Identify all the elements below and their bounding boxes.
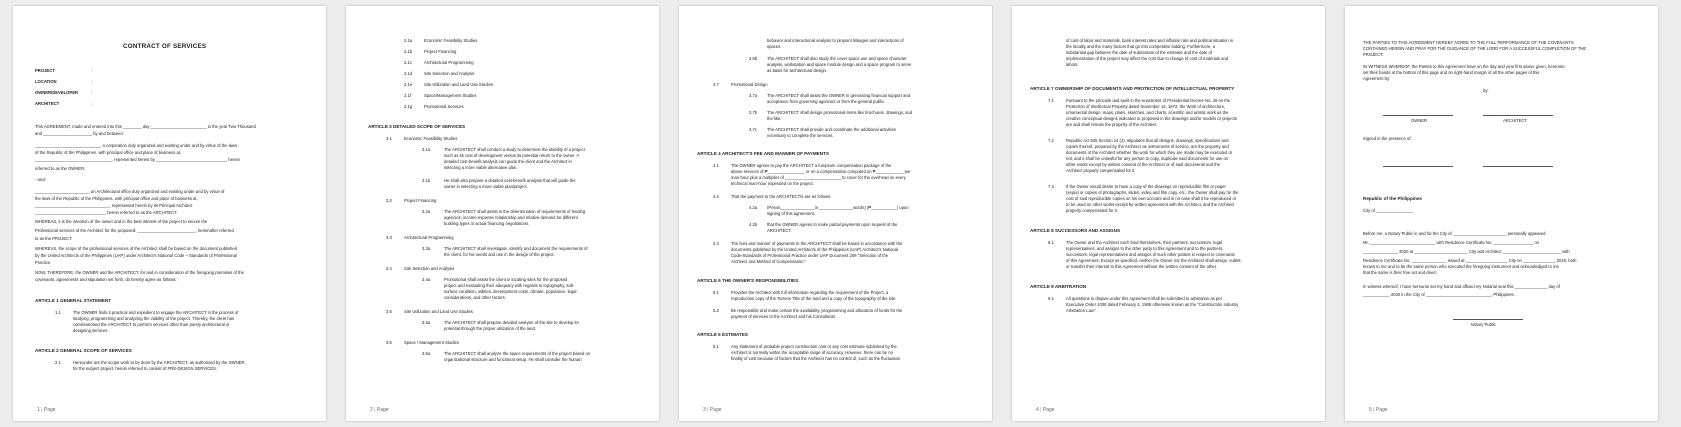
clause-line: Republic Act 545 Section 24 (4), stipulates that all designs, drawings, specifications and <box>1066 138 1229 143</box>
notary-public-label: Notary Public <box>1471 322 1496 327</box>
clause-line: Architect is normally within the acceptable range of accuracy. However, there can be no <box>731 350 893 355</box>
clause-line: representatives, and assigns to the other party to this Agreement and to the partners, <box>1066 246 1224 251</box>
witness-signature-line <box>1483 166 1553 167</box>
intro-line: Professional services of the Architect for the proposed: _________________________, hereinafter referred <box>35 228 234 233</box>
subsection-number: 3.7b <box>749 110 758 115</box>
subsection-line: (Pesos_______________in_______________words) (₱___________) upon <box>767 205 909 210</box>
subsection-line: ARCHITECT. <box>767 228 792 233</box>
subsection-number: 3.7c <box>749 127 757 132</box>
intro-line: of the Republic of the Philippines, with principal office and place of business at, <box>35 150 182 155</box>
field-label-project: PROJECT <box>35 68 55 73</box>
page-number: 5 <box>1369 407 1372 413</box>
clause-number: 1.1 <box>55 310 61 315</box>
clause-number: 4.2 <box>713 194 719 199</box>
clause-line: documents of the Architect whether the work for which they are made may be executed or <box>1066 150 1233 155</box>
clause-line: cost of said reproducible copies on his own account and in no case shall it be reproduced or <box>1066 196 1237 201</box>
page-number: 3 <box>703 407 706 413</box>
list-label: Promotional Services <box>424 104 464 109</box>
article-3-heading: ARTICLE 3 DETAILED SCOPE OF SERVICES <box>368 124 466 129</box>
clause-line: copies thereof, prepared by the Architect as instruments of service, are the property and <box>1066 144 1229 149</box>
intro-line: Practice. <box>35 260 52 265</box>
notary-signature-line <box>1453 319 1523 320</box>
clause-line: properly compensated for it. <box>1066 208 1118 213</box>
subsection-line: project and evaluating their adequacy with regards to topography, sub- <box>444 283 575 288</box>
subsection-line: The ARCHITECT shall prepare detailed analysis of the site to develop its <box>444 320 579 325</box>
clause-number: 7.2 <box>1048 138 1054 143</box>
clause-number: 4.1 <box>713 163 719 168</box>
continued-line: of cost of labor and materials, bank interest rates and inflation rate and political situation in <box>1066 38 1234 43</box>
article-6-heading: ARTICLE 6 ESTIMATES <box>697 332 748 337</box>
clause-number: 6.1 <box>713 344 719 349</box>
clause-line: Arbitration Law". <box>1066 308 1097 313</box>
section-number: 3.2 <box>386 198 392 203</box>
page-separator: | <box>1040 407 1042 413</box>
page-separator: | <box>374 407 376 413</box>
section-title: Architectural Programming <box>404 235 454 240</box>
clause-number: 8.1 <box>1048 240 1054 245</box>
clause-line: not, and it shall be unlawful for any person to copy, duplicate said documents for use on <box>1066 156 1229 161</box>
by-label: by: <box>1483 88 1489 93</box>
subsection-line: owner in selecting a more viable plan/project. <box>444 184 528 189</box>
section-title: Site Utilization and Land Use Studies <box>404 309 473 314</box>
clause-line: Provides the Architect with full information regarding the requirement of the Project, a <box>731 290 889 295</box>
intro-line: NOW, THEREFORE, the OWNER and the ARCHITECT, for and in consideration of the foregoing premises of the <box>35 270 244 275</box>
notary-line: _______________ 2020 at _______________________ City and Architect _________________________ with <box>1363 249 1570 254</box>
section-number: 3.3 <box>386 235 392 240</box>
section-number: 3.6 <box>386 340 392 345</box>
subsection-line: that the OWNER agrees to make partial payments upon request of the <box>767 222 898 227</box>
architect-signature-line <box>1483 115 1553 116</box>
subsection-line: The ARCHITECT shall assist in the determination of requirements of lending <box>444 209 586 214</box>
intro-line: WHEREAS, the scope of the professional services of the Architect shall be based on the document published <box>35 246 238 251</box>
clause-line: Hereunder are the scope work to be done by the ARCHITECT, as authorized by the OWNER, <box>73 360 246 365</box>
article-4-heading: ARTICLE 4 ARCHITECT'S FEE AND MANNER OF PAYMENTS <box>697 151 829 156</box>
document-title: CONTRACT OF SERVICES <box>123 43 207 50</box>
list-number: 2.1f <box>404 93 411 98</box>
clause-line: Be responsible and make certain the availability, programming and allocation of funds for the <box>731 308 903 313</box>
subsection-line: building types in actual financing negotiations. <box>444 221 530 226</box>
field-colon: : <box>91 101 93 106</box>
page-number: 1 <box>37 407 40 413</box>
clause-line: other works except by written consent of the Architect or of said documents and the <box>1066 162 1221 167</box>
page-number: 4 <box>1036 407 1039 413</box>
subsection-line: such as its cost of development versus its potential return to the owner. A <box>444 153 580 158</box>
subsection-line: acceptance from governing agencies or from the general public. <box>767 99 886 104</box>
clause-line: man-hour plus a multiplier of ________________________ to cover for the overhead on every <box>731 175 906 180</box>
clause-line: All questions in dispute under this Agreement shall be submitted to arbitration as per <box>1066 296 1222 301</box>
section-number: 3.5 <box>386 309 392 314</box>
clause-line: Pursuant to the principle and spirit in the enactment of Presidential Decree No. 49 on the <box>1066 98 1231 103</box>
page-4 <box>1012 6 1325 421</box>
field-colon: : <box>91 90 93 95</box>
clause-line: Protection of Intellectual Property dated November 14, 1972, the Work of architecture, <box>1066 104 1226 109</box>
page-2 <box>346 6 659 421</box>
intro-line: WHEREAS, it is the intention of the owner and in the best interest of the project to secure the <box>35 219 208 224</box>
subsection-line: necessary to complete the services. <box>767 133 834 138</box>
closing-line: PROJECT. <box>1363 52 1384 57</box>
clause-number: 9.1 <box>1048 296 1054 301</box>
section-title: Space / Management Studies <box>404 340 459 345</box>
subsection-number: 4.2b <box>749 222 758 227</box>
testimony-line: ___________, 2020 in the City of ____________________________, Philippines. <box>1363 292 1515 297</box>
field-label-architect: ARCHITECT <box>35 101 60 106</box>
subsection-number: 3.1a <box>422 147 431 152</box>
section-title: Economic Feasibility Studies <box>404 136 458 141</box>
clause-line: or transfer their interest to this Agreement without the written consent of the other. <box>1066 264 1218 269</box>
clause-line: The fees and manner of payments to the ARCHITECT shall be based in accordance with the <box>731 241 903 246</box>
subsection-line: The ARCHITECT shall also study the cover space use and space character <box>767 56 907 61</box>
clause-line: technical man-hour expended on the project. <box>731 181 814 186</box>
clause-number: 7.1 <box>1048 98 1054 103</box>
subsection-line: Promotional shall assist the client in locating sites for the proposed <box>444 277 568 282</box>
intro-line: ________________________________, represented herein by its Principal Architect <box>35 203 193 208</box>
subsection-line: He shall also prepare a detailed cost-benefit analysis that will guide the <box>444 178 576 183</box>
section-number: 3.7 <box>713 82 719 87</box>
clause-line: reproduction copy of the Torrens Title of the land and a copy of the topography of the site. <box>731 296 897 301</box>
page-number-footer <box>1369 407 1388 413</box>
subsection-number: 3.2a <box>422 209 431 214</box>
subsection-line: agencies, income-expense relationship and relative demand for different <box>444 215 578 220</box>
clause-line: above services of ₱________________ or on a compensation computed on ₱____________ per <box>731 169 911 174</box>
page-word: Page <box>1042 407 1055 413</box>
subsection-line: as basis for architectural design. <box>767 68 828 73</box>
subsection-line: The ARCHITECT shall provide and coordinate the additional activities <box>767 127 896 132</box>
intro-line: to as the PROJECT. <box>35 236 73 241</box>
continued-line: labors. <box>1066 62 1079 67</box>
clause-line: ornamental design, maps, plans, sketches, and charts, scientific and artistic work as the <box>1066 110 1229 115</box>
architect-label: ARCHITECT <box>1503 118 1527 123</box>
section-title: Project Financing <box>404 198 437 203</box>
field-colon: : <box>91 68 93 73</box>
subsection-line: considerations, and other factors. <box>444 295 506 300</box>
page-number-footer <box>703 407 722 413</box>
page-number-footer <box>1036 407 1055 413</box>
subsection-line: The ARCHITECT shall design promotional items like brochures, drawings, and <box>767 110 913 115</box>
clause-line: The OWNER finds it practical and expedient to engage the ARCHITECT in the process of <box>73 310 239 315</box>
clause-line: studying, programming and analyzing the viability of the project. Thereby, the client has <box>73 316 235 321</box>
intro-line: the laws of the Republic of the Philippines, with principal office and place of business at, <box>35 196 198 201</box>
article-1-heading: ARTICLE 1 GENERAL STATEMENT <box>35 298 112 303</box>
clause-line: designing services. <box>73 328 109 333</box>
subsection-line: organizational structure and functional setup. He shall consider the human <box>444 357 582 362</box>
page-separator: | <box>707 407 709 413</box>
subsection-line: detailed cost-benefit analysis can guide the client and the Architect in <box>444 159 572 164</box>
clause-line: If the Owner would desire to have a copy of the drawings on reproducible film or paper <box>1066 184 1226 189</box>
notary-line: Mr. ____________________________ with Residence Certificate No. _________________ on <box>1363 240 1540 245</box>
clause-line: creative conceptual designs indicated or proposed in the drawings and/or models or projects <box>1066 116 1237 121</box>
list-number: 2.1g <box>404 104 413 109</box>
subsection-line: the client, for his needs and use in the design of the project. <box>444 252 555 257</box>
intro-line: ______________________________, herein referred to as the ARCHITECT. <box>35 210 178 215</box>
notary-line: Before me, a Notary Public in and for the City of _______________________ personally appeared <box>1363 231 1546 236</box>
page-1 <box>13 6 326 421</box>
subsection-line: selecting a more viable alternative plan. <box>444 165 518 170</box>
clause-line: finality of cost because of factors that the Architect has no control of, such as the fluctuation <box>731 356 901 361</box>
page-word: Page <box>43 407 56 413</box>
subsection-line: The ARCHITECT shall conduct a study to determine the stability of a project <box>444 147 585 152</box>
list-number: 2.1d <box>404 71 413 76</box>
subsection-line: signing of this agreement. <box>767 211 815 216</box>
clause-line: The Owner and the Architect each bind themselves, their partners, successors, legal <box>1066 240 1223 245</box>
page-number-footer <box>37 407 56 413</box>
list-label: Architectural Programming <box>424 60 474 65</box>
subsection-line: The ARCHITECT shall assist the OWNER in generating financial support and <box>767 93 911 98</box>
owner-signature-line <box>1383 115 1453 116</box>
intro-line: referred to as the OWNER, <box>35 166 86 171</box>
subsection-line: The ARCHITECT shall analyze the space requirements of the project based on <box>444 351 591 356</box>
continued-line: implementation of the project may affect the cost due to change of cost of materials and <box>1066 56 1229 61</box>
subsection-number: 3.3a <box>422 246 431 251</box>
witness-line: IN WITNESS WHEREOF, the Parties to this Agreement have on the day and year first above given, hereunto <box>1363 64 1565 69</box>
page-separator: | <box>1373 407 1375 413</box>
closing-line: CONTAINED HEREIN AND PRAY FOR THE GUIDANCE OF THE LORD FOR A SUCCESSFUL COMPLETION OF THE <box>1363 46 1587 51</box>
subsection-number: 3.7a <box>749 93 758 98</box>
intro-line: ____________________________, a corporation duly organized and existing under and by virtue of the laws <box>35 143 238 148</box>
clause-number: 7.3 <box>1048 184 1054 189</box>
list-label: Site Utilization and Land Use Studies <box>424 82 493 87</box>
intro-line: _______________________, an Architectural office duly organized and existing under and by virtue of <box>35 189 225 194</box>
witness-line: Agreement by: <box>1363 76 1391 81</box>
article-2-heading: ARTICLE 2 GENERAL SCOPE OF SERVICES <box>35 348 132 353</box>
page-word: Page <box>1375 407 1388 413</box>
intro-line: _________________________________, represented herein by ______________________________, herein <box>35 157 240 162</box>
section-title: Site Selection and Analysis <box>404 266 455 271</box>
notary-line: known to me and to be the same person who executed the foregoing instrument and acknowledged to me <box>1363 264 1559 269</box>
subsection-number: 3.1b <box>422 178 431 183</box>
field-colon: : <box>91 79 93 84</box>
list-number: 2.1c <box>404 60 412 65</box>
city-of-line: City of ________________ <box>1363 208 1414 213</box>
intro-line: - and- <box>35 177 46 182</box>
witness-signature-line <box>1383 166 1453 167</box>
list-label: Site Selection and Analysis <box>424 71 475 76</box>
subsection-line: The ARCHITECT shall investigate, identify and document the requirements of <box>444 246 588 251</box>
list-label: Project Financing <box>424 49 457 54</box>
witness-line: set their hands at the bottom of this page and on right-hand margin of all the other pages of this <box>1363 70 1540 75</box>
clause-line: Any statement of probable project construction cost or any cost estimate submitted by the <box>731 344 897 349</box>
continued-line: substantial gap between the date of submission of the estimate and the date of <box>1066 50 1212 55</box>
section-number: 3.1 <box>386 136 392 141</box>
clause-line: That the payment to the ARCHITECT/s are as follows: <box>731 194 832 199</box>
clause-line: of this Agreement. Except as specified, neither the Owner nor the Architect shall assign, sublet, <box>1066 258 1242 263</box>
clause-line: (sepia) or copies of photographs, slides, video and film copy, etc., the Owner shall pay for the <box>1066 190 1239 195</box>
clause-line: The OWNER agrees to pay the ARCHITECT a lumpsum compensation package of the <box>731 163 892 168</box>
subsection-line: the like. <box>767 116 782 121</box>
clause-line: Architect properly compensated for it. <box>1066 168 1136 173</box>
page-3 <box>679 6 992 421</box>
clause-line: to be used on other works except by written agreement with the Architect, and the Architect <box>1066 202 1235 207</box>
list-number: 2.1a <box>404 38 413 43</box>
clause-line: successors, legal representatives and assigns of such other parties in respect to covenants <box>1066 252 1235 257</box>
clause-number: 5.1 <box>713 290 719 295</box>
article-9-heading: ARTICLE 9 ARBITRATION <box>1030 284 1087 289</box>
clause-number: 4.3 <box>713 241 719 246</box>
intro-line: and _____________________ by and between: <box>35 131 124 136</box>
subsection-line: potential through the proper utilization of the land. <box>444 326 536 331</box>
field-label-location: LOCATION <box>35 79 57 84</box>
subsection-number: 3.6b <box>749 56 758 61</box>
page-5 <box>1345 6 1658 421</box>
clause-line: Architect and Method of Compensation." <box>731 259 807 264</box>
republic-heading: Republic of the Philippines <box>1363 196 1422 201</box>
subsection-line: surface condition, utilities, development costs, climate, population, legal <box>444 289 577 294</box>
page-number: 2 <box>370 407 373 413</box>
clause-number: 5.2 <box>713 308 719 313</box>
notary-line: that the same is their free act and deed. <box>1363 270 1437 275</box>
page-separator: | <box>41 407 43 413</box>
clause-line: Executive Order 1008 dated February 4, 1985 otherwise known as the "Construction Industry <box>1066 302 1239 307</box>
clause-line: Code-Standards of Professional Practice under UAP Document 208 "Selection of the <box>731 253 889 258</box>
signed-in-presence-label: Signed in the presence of: <box>1363 136 1412 141</box>
section-number: 3.4 <box>386 266 392 271</box>
field-label-owner: OWNER/DEVELOPER <box>35 90 79 95</box>
list-label: Space/Management Studies <box>424 93 477 98</box>
owner-label: OWNER <box>1411 118 1428 123</box>
article-5-heading: ARTICLE 5 THE OWNER'S RESPONSIBILITIES <box>697 278 799 283</box>
testimony-line: In witness whereof, I have hereunto set my hand and affixed my Notarial seal this ______________ day of <box>1363 284 1560 289</box>
continued-line: the locality and the many factors that go into competitive bidding. Furthermore, a <box>1066 44 1215 49</box>
clause-line: payment of services to the Architect and his Consultants. <box>731 314 837 319</box>
list-number: 2.1b <box>404 49 413 54</box>
subsection-number: 3.4a <box>422 277 431 282</box>
clause-line: are and shall remain the property of the Architect. <box>1066 122 1158 127</box>
clause-line: documents published by the United Architects of the Philippines (UAP) Architect's National <box>731 247 898 252</box>
section-title: Promotional Design <box>731 82 768 87</box>
intro-line: by the United Architects of the Philippines (UAP) under Architect's National Code – Standards of Professional <box>35 253 237 258</box>
article-8-heading: ARTICLE 8 SUCCESSORS AND ASSIGNS <box>1030 228 1121 233</box>
article-7-heading: ARTICLE 7 OWNERSHIP OF DOCUMENTS AND PROTECTION OF INTELLECTUAL PROPERTY <box>1030 86 1235 91</box>
page-number-footer <box>370 407 389 413</box>
page-word: Page <box>376 407 389 413</box>
subsection-line: analysis, workstation and space module design and a space program to serve <box>767 62 912 67</box>
intro-line: covenants, agreements and stipulation set forth, do hereby agree as follows: <box>35 277 177 282</box>
subsection-number: 3.5a <box>422 320 431 325</box>
continued-line: behavior and interactional analysis to pinpoint linkages and interactions of <box>767 38 904 43</box>
clause-line: for the subject project, herein referred to consist of PRE-DESIGN SERVICES. <box>73 366 217 371</box>
clause-line: commissioned the ARCHITECT to perform services other than purely architectural or <box>73 322 230 327</box>
subsection-number: 4.2a <box>749 205 758 210</box>
page-word: Page <box>709 407 722 413</box>
subsection-number: 3.6a <box>422 351 431 356</box>
clause-number: 2.1 <box>55 360 61 365</box>
closing-line: THE PARTIES TO THIS AGREEMENT HEREBY AGREE TO THE FULL PERFORMANCE OF THE COVENANTS <box>1363 40 1574 45</box>
notary-line: Residence Certificate No. _______________ issued at __________________ City on ______________ 2020, both <box>1363 258 1577 263</box>
list-number: 2.1e <box>404 82 413 87</box>
intro-line: This AGREEMENT, made and entered into this ________ day ________________________ in the year Two Thousand <box>35 124 256 129</box>
list-label: Economic Feasibility Studies <box>424 38 478 43</box>
continued-line: spaces. <box>767 44 782 49</box>
